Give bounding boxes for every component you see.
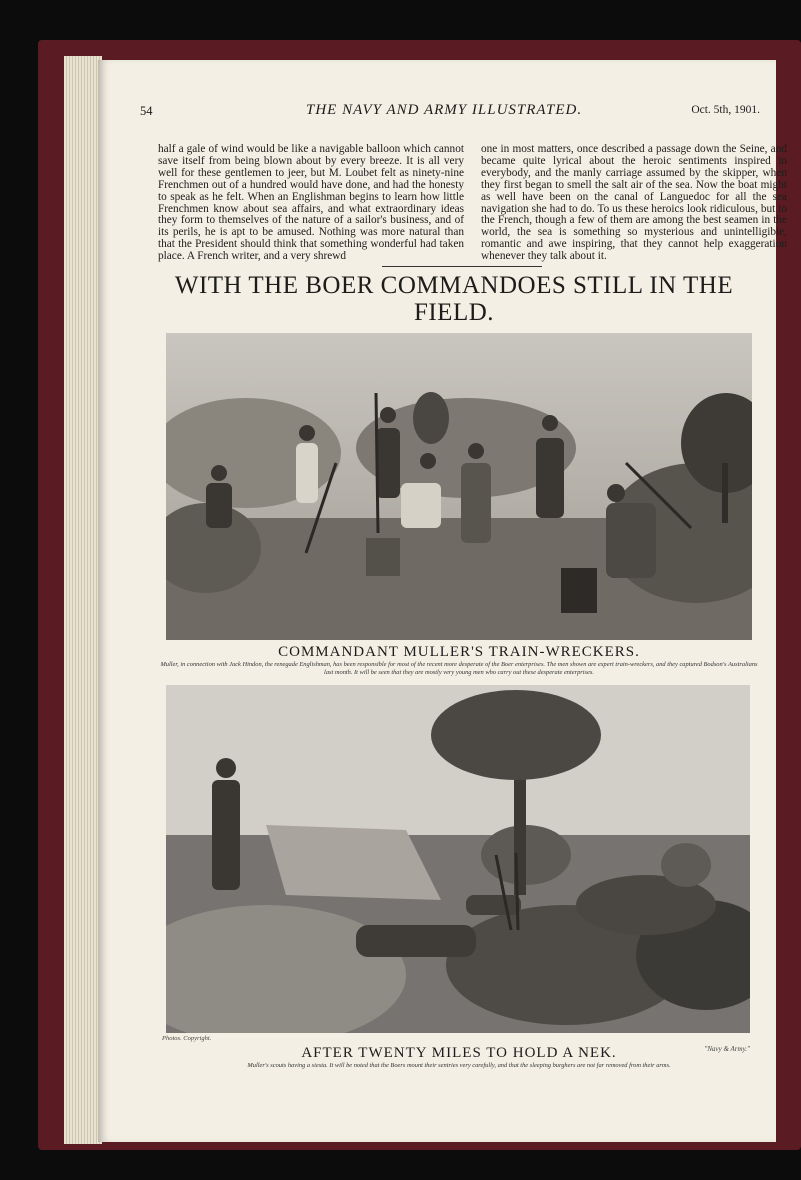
running-title: THE NAVY AND ARMY ILLUSTRATED. [306, 102, 583, 118]
photo-credit: Photos. Copyright. [162, 1035, 212, 1042]
photo1-caption-title: COMMANDANT MULLER'S TRAIN-WRECKERS. [278, 644, 640, 660]
issue-date: Oct. 5th, 1901. [691, 104, 760, 116]
train-wreckers-image [166, 333, 752, 640]
publisher-credit: "Navy & Army." [704, 1045, 750, 1053]
page-edges [64, 56, 102, 1144]
photo2-caption-text: Muller's scouts having a siesta. It will be noted that the Boers mount their sentries very carefully, and that the sleeping burghers are not far removed from their arms. [247, 1062, 671, 1069]
page-number: 54 [140, 104, 153, 118]
train-wreckers-photo [166, 333, 752, 640]
section-headline: WITH THE BOER COMMANDOES STILL IN THE FIELD. [174, 272, 734, 326]
photo2-caption-title: AFTER TWENTY MILES TO HOLD A NEK. [301, 1045, 617, 1061]
magazine-page [98, 60, 787, 1142]
page-header [98, 104, 776, 124]
article-left-column: half a gale of wind would be like a navigable balloon which cannot save itself from being blown about by every breeze. It is all very well for these gentlemen to jeer, but M. Loubet felt as ninety-nine Frenchmen out of a hundred would have done, and had the honesty to speak as he felt. When an Englishman begins to learn how little Frenchmen know about sea affairs, and what extraordinary ideas they form to themselves of the nature of a sailor's business, and of its perils, he is apt to be amused. Nothing was more natural than that the President should think that something wonderful had taken place. A French writer, and a very shrewd [158, 143, 464, 263]
article-right-column: one in most matters, once described a passage down the Seine, and became quite lyrical about the heroic sentiments inspired in everybody, and the manly carriage assumed by the skipper, when they first began to smell the salt air of the sea. Now the boat might as well have been on the canal of Languedoc for all the sea navigation she had to do. To us these heroics look ridiculous, but to the French, though a few of them are among the best seamen in the world, the sea is something so mysterious and unintelligible, romantic and awe inspiring, that they cannot help exaggeration whenever they talk about it. [481, 143, 787, 263]
divider-rule [382, 266, 542, 267]
siesta-photo [166, 685, 750, 1033]
photo1-caption-text: Muller, in connection with Jack Hindon, the renegade Englishman, has been responsible for most of the recent more desperate of the Boer enterprises. The men shown are expert train-wreckers, and they captured Bodson's Australians last month. It will be seen that they are mostly very young men who carry out these desperate enterprises. [160, 661, 758, 676]
siesta-image [166, 685, 750, 1033]
